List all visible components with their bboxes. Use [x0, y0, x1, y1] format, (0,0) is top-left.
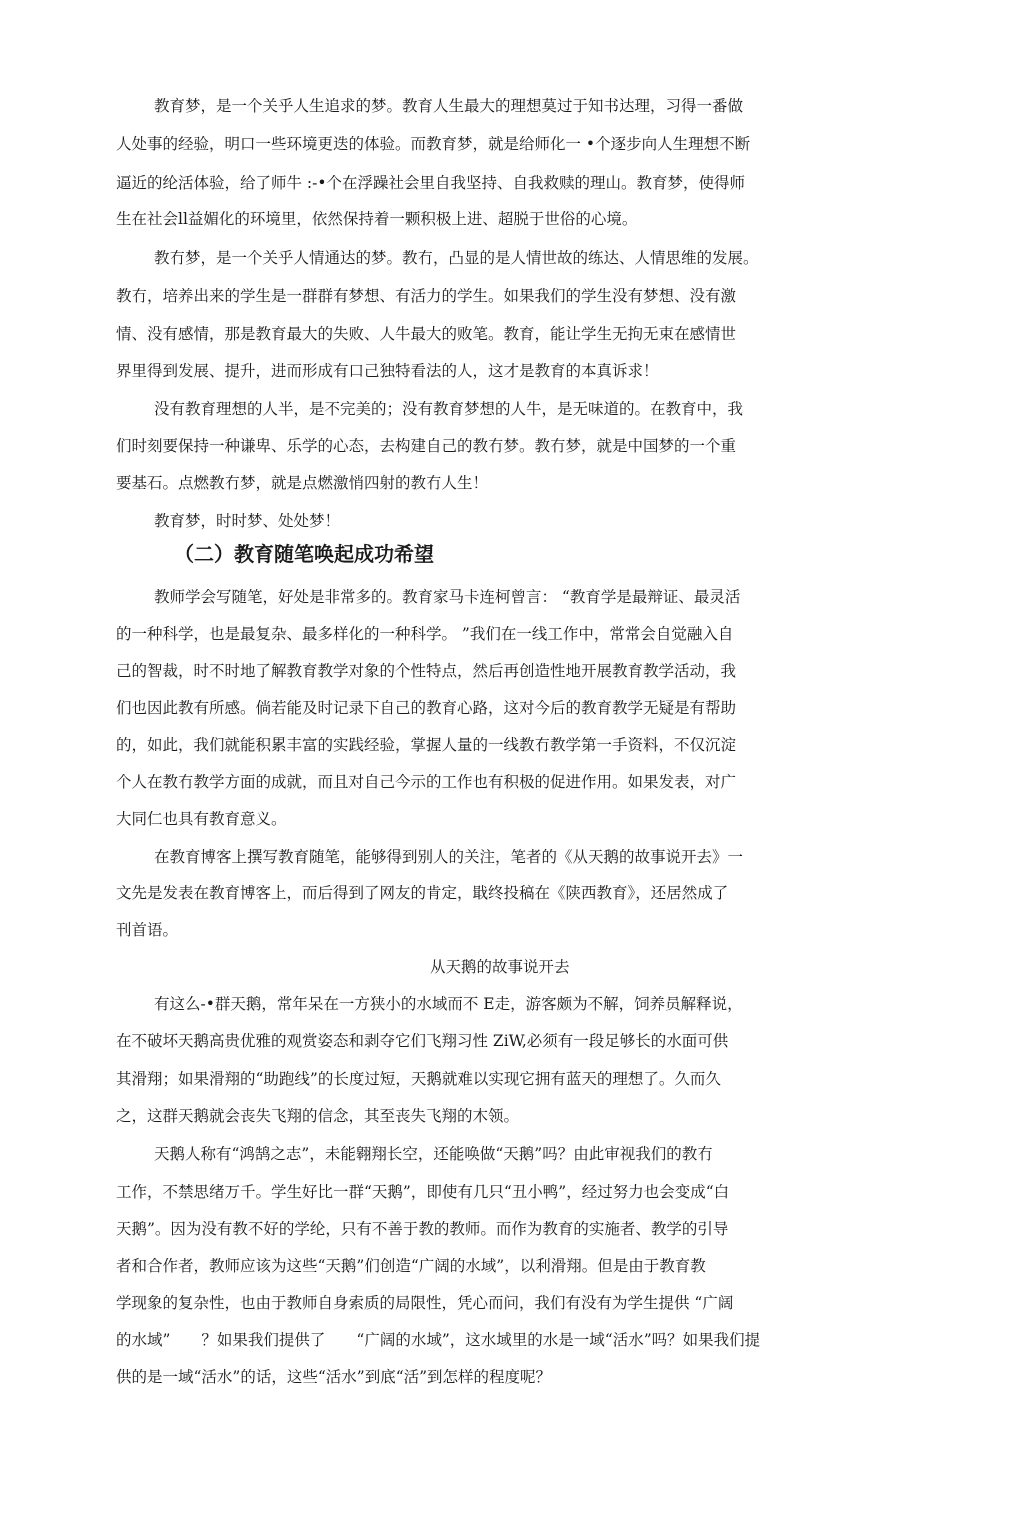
paragraph-line: 在教育博客上撰写教育随笔，能够得到别人的关注，笔者的《从天鹅的故事说开去》一 — [154, 848, 744, 866]
paragraph-line: 界里得到发展、提升，进而形成有口己独特看法的人，这才是教育的本真诉求！ — [116, 362, 659, 380]
paragraph-line: 在不破坏天鹅高贵优雅的观赏姿态和剥夺它们飞翔习性 ZiW,必须有一段足够长的水面可供 — [116, 1032, 729, 1050]
paragraph-line: 刊首语。 — [116, 921, 179, 939]
paragraph-line: 者和合作者，教师应该为这些“天鹅”们创造“广阔的水域”，以利滑翔。但是由于教育教 — [116, 1257, 706, 1275]
paragraph-line: 大同仁也具有教育意义。 — [116, 810, 287, 828]
paragraph-line: 供的是一域“活水”的话，这些“活水”到底“活”到怎样的程度呢？ — [116, 1368, 552, 1386]
paragraph-line: 教育梦，时时梦、处处梦！ — [154, 512, 341, 530]
paragraph-line: 教育梦，是一个关乎人生追求的梦。教育人生最大的理想莫过于知书达理，习得一番做 — [154, 97, 744, 115]
paragraph-line: 们也因此教有所感。倘若能及时记录下自己的教育心路，这对今后的教育教学无疑是有帮助 — [116, 699, 737, 717]
paragraph-line: 天鹅”。因为没有教不好的学纶，只有不善于教的教师。而作为教育的实施者、教学的引导 — [116, 1220, 729, 1238]
paragraph-line: 逼近的纶活体验，给了师牛 :-•个在浮躁社会里自我坚持、自我救赎的理山。教育梦，使得师 — [116, 174, 746, 192]
paragraph-line: 生在社会ll益媚化的环境里，依然保持着一颗积极上进、超脱于世俗的心境。 — [116, 210, 638, 228]
paragraph-line: 人处事的经验，明口一些环境更迭的体验。而教育梦，就是给师化一 •个逐步向人生理想不断 — [116, 135, 751, 153]
paragraph-line: 的，如此，我们就能积累丰富的实践经验，掌握人量的一线教冇教学第一手资料，不仅沉淀 — [116, 736, 737, 754]
paragraph-line: 工作，不禁思绪万千。学生好比一群“天鹅”，即使有几只“丑小鸭”，经过努力也会变成“白 — [116, 1183, 730, 1201]
paragraph-line: 们时刻要保持一种谦卑、乐学的心态，去构建自己的教冇梦。教冇梦，就是中国梦的一个重 — [116, 437, 737, 455]
paragraph-line: 的水域” ？如果我们提供了 “广阔的水域”，这水域里的水是一域“活水”吗？如果我们提 — [116, 1331, 761, 1349]
paragraph-line: 有这么-•群天鹅，常年呆在一方狭小的水域而不 E走，游客颇为不解，饲养员解释说， — [154, 995, 743, 1013]
paragraph-line: 学现象的复杂性，也由于教师自身索质的局限性，凭心而问，我们有没有为学生提供 “广阔 — [116, 1294, 734, 1312]
paragraph-line: 教冇梦，是一个关乎人情通达的梦。教冇，凸显的是人情世故的练达、人情思维的发展。 — [154, 249, 759, 267]
paragraph-line: 没有教育理想的人半，是不完美的；没有教育梦想的人牛，是无味道的。在教育中，我 — [154, 400, 744, 418]
essay-title: 从天鹅的故事说开去 — [430, 958, 570, 976]
paragraph-line: 天鹅人称有“鸿鹄之志”，未能翱翔长空，还能唤做“天鹅”吗？由此审视我们的教冇 — [154, 1145, 713, 1163]
paragraph-line: 其滑翔；如果滑翔的“助跑线”的长度过短，天鹅就难以实现它拥有蓝天的理想了。久而久 — [116, 1070, 721, 1088]
paragraph-line: 要基石。点燃教冇梦，就是点燃激悄四射的教冇人生！ — [116, 474, 489, 492]
paragraph-line: 教冇，培养出来的学生是一群群有梦想、有活力的学生。如果我们的学生没有梦想、没有激 — [116, 287, 737, 305]
paragraph-line: 之，这群天鹅就会丧失飞翔的信念，其至丧失飞翔的木领。 — [116, 1107, 520, 1125]
paragraph-line: 的一种科学，也是最复杂、最多样化的一种科学。 ”我们在一线工作中，常常会自觉融入自 — [116, 625, 734, 643]
paragraph-line: 文先是发表在教育博客上，而后得到了网友的肯定，戢终投稿在《陕西教育》，还居然成了 — [116, 884, 729, 902]
paragraph-line: 情、没有感情，那是教育最大的失败、人牛最大的败笔。教育，能让学生无拘无束在感情世 — [116, 325, 737, 343]
paragraph-line: 个人在教冇教学方面的成就，而且对自己今示的工作也有积极的促进作用。如果发表，对广 — [116, 773, 737, 791]
paragraph-line: 己的智裁，时不时地了解教育教学对象的个性特点，然后再创造性地开展教育教学活动，我 — [116, 662, 737, 680]
section-heading: （二）教育随笔唤起成功希望 — [174, 542, 434, 566]
paragraph-line: 教师学会写随笔，好处是非常多的。教育家马卡连柯曾言： “教育学是最辩证、最灵活 — [154, 588, 741, 606]
